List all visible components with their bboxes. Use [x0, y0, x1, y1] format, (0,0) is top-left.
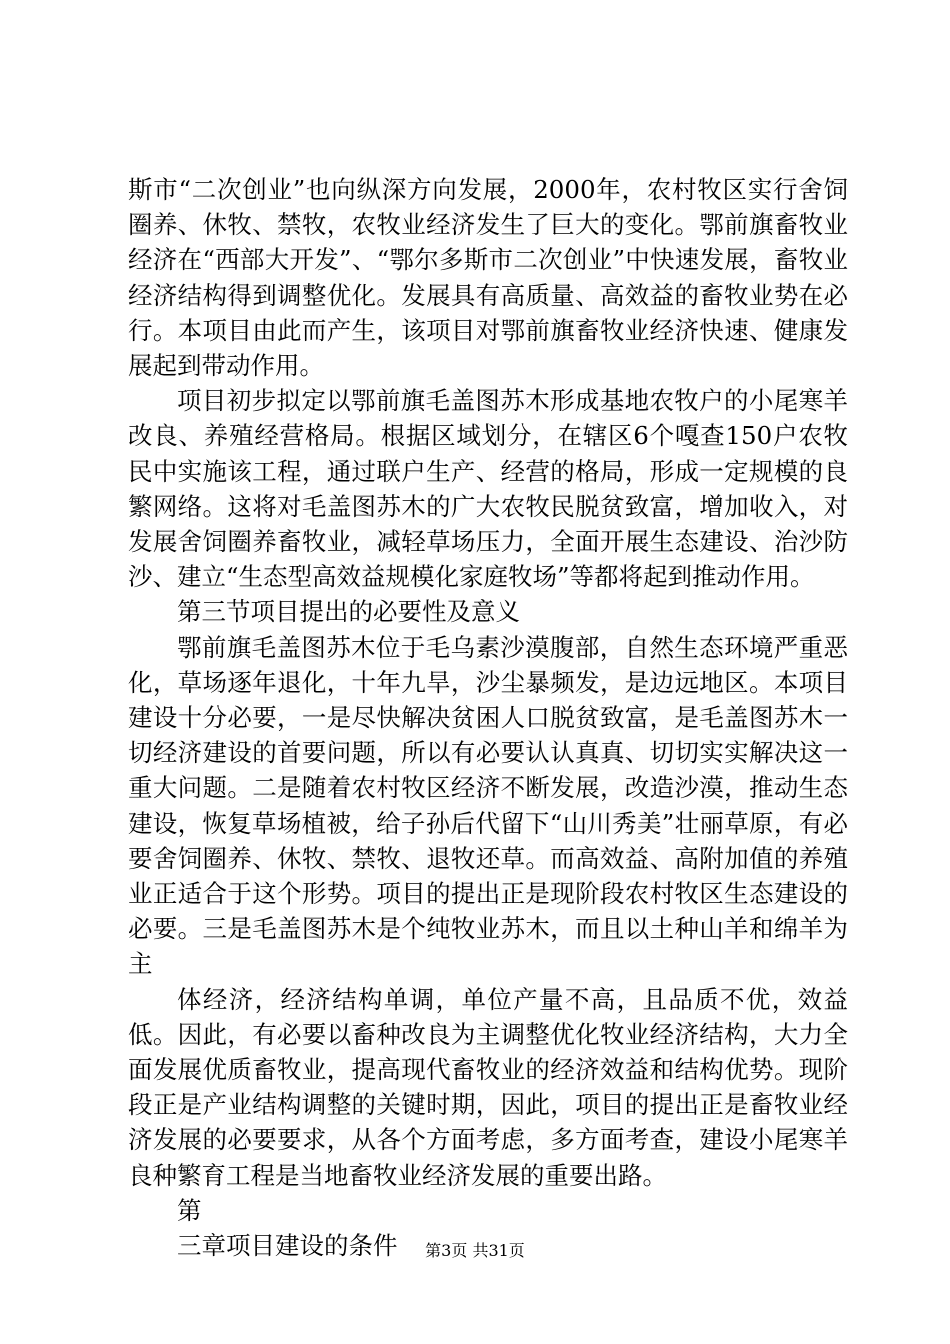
page-footer: 第3页 共31页: [425, 1241, 525, 1260]
paragraph-project-plan: 项目初步拟定以鄂前旗毛盖图苏木形成基地农牧户的小尾寒羊改良、养殖经营格局。根据区域划分，在辖区6个嘎查150户农牧民中实施该工程，通过联户生产、经营的格局，形成一定规模的良繁网络。这将对毛盖图苏木的广大农牧民脱贫致富，增加收入，对发展舍饲圈养畜牧业，减轻草场压力，全面开展生态建设、治沙防沙、建立“生态型高效益规模化家庭牧场”等都将起到推动作用。: [128, 386, 848, 592]
paragraph-economy: 体经济，经济结构单调，单位产量不高，且品质不优，效益低。因此，有必要以畜种改良为主调整优化牧业经济结构，大力全面发展优质畜牧业，提高现代畜牧业的经济效益和结构优势。现阶段正是产业结构调整的关键时期，因此，项目的提出正是畜牧业经济发展的必要要求，从各个方面考虑，多方面考查，建设小尾寒羊良种繁育工程是当地畜牧业经济发展的重要出路。: [128, 984, 848, 1190]
paragraph-necessity: 鄂前旗毛盖图苏木位于毛乌素沙漠腹部，自然生态环境严重恶化，草场逐年退化，十年九旱，沙尘暴频发，是边远地区。本项目建设十分必要，一是尽快解决贫困人口脱贫致富，是毛盖图苏木一切经济建设的首要问题，所以有必要认认真真、切切实实解决这一重大问题。二是随着农村牧区经济不断发展，改造沙漠，推动生态建设，恢复草场植被，给子孙后代留下“山川秀美”壮丽草原，有必要舍饲圈养、休牧、禁牧、退牧还草。而高效益、高附加值的养殖业正适合于这个形势。项目的提出正是现阶段农村牧区生态建设的必要。三是毛盖图苏木是个纯牧业苏木，而且以土种山羊和绵羊为主: [128, 632, 848, 979]
paragraph-continuation: 斯市“二次创业”也向纵深方向发展，2000年，农村牧区实行舍饲圈养、休牧、禁牧，农牧业经济发生了巨大的变化。鄂前旗畜牧业经济在“西部大开发”、“鄂尔多斯市二次创业”中快速发展，畜牧业经济结构得到调整优化。发展具有高质量、高效益的畜牧业势在必行。本项目由此而产生，该项目对鄂前旗畜牧业经济快速、健康发展起到带动作用。: [128, 175, 848, 381]
document-body: [128, 172, 848, 1263]
section-heading: 第三节项目提出的必要性及意义: [177, 597, 520, 627]
chapter-heading-prefix: 第: [177, 1195, 202, 1225]
chapter-heading: 三章项目建设的条件: [177, 1231, 398, 1261]
